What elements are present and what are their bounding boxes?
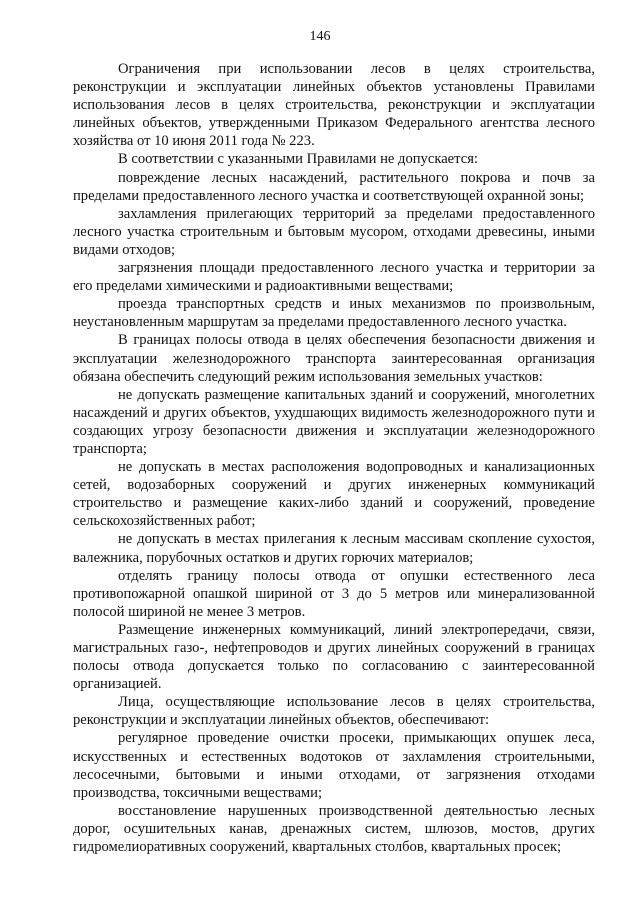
paragraph-regular-clearing: регулярное проведение очистки просеки, примыкающих опушек леса, искусственных и естественных водотоков от захламления строительными, лесосечными, бытовыми и иными отходами, от загрязнения отходами производства, токсичными веществами;: [73, 730, 595, 801]
paragraph-no-construction-near-networks: не допускать в местах расположения водопроводных и канализационных сетей, водозаборных сооружений и других инженерных коммуникаций строительство и размещение каких-либо зданий и сооружений, проведение сельскохозяйственных работ;: [73, 459, 595, 530]
paragraph-pollution: загрязнения площади предоставленного лесного участка и территории за его пределами химическими и радиоактивными веществами;: [73, 260, 595, 295]
paragraph-no-capital-buildings: не допускать размещение капитальных зданий и сооружений, многолетних насаждений и других объектов, ухудшающих видимость железнодорожного пути и создающих угрозу безопасности движения и эксплуатации железнодорожного транспорта;: [73, 386, 595, 457]
paragraph-restrictions-intro: Ограничения при использовании лесов в целях строительства, реконструкции и эксплуатации линейных объектов установлены Правилами использования лесов в целях строительства, реконструкции и эксплуатации линейных объектов, утвержденными Приказом Федерального агентства лесного хозяйства от 10 июня 2011 года № 223.: [73, 61, 595, 150]
paragraph-right-of-way-regime: В границах полосы отвода в целях обеспечения безопасности движения и эксплуатации железнодорожного транспорта заинтересованная организация обязана обеспечить следующий режим использования земельных участков:: [73, 332, 595, 385]
paragraph-damage-plantings: повреждение лесных насаждений, растительного покрова и почв за пределами предоставленного лесного участка и соответствующей охранной зоны;: [73, 169, 595, 204]
paragraph-no-combustible-accumulation: не допускать в местах прилегания к лесным массивам скопление сухостоя, валежника, порубочных остатков и других горючих материалов;: [73, 531, 595, 566]
document-body: [73, 60, 595, 856]
page-number: 146: [309, 29, 331, 44]
paragraph-persons-ensure: Лица, осуществляющие использование лесов в целях строительства, реконструкции и эксплуатации линейных объектов, обеспечивают:: [73, 694, 595, 729]
paragraph-rules-prohibit: В соответствии с указанными Правилами не допускается:: [118, 151, 478, 168]
paragraph-littering: захламления прилегающих территорий за пределами предоставленного лесного участка строительным и бытовым мусором, отходами древесины, иными видами отходов;: [73, 205, 595, 258]
paragraph-firebreak: отделять границу полосы отвода от опушки естественного леса противопожарной опашкой шириной от 3 до 5 метров или минерализованной полосой шириной не менее 3 метров.: [73, 567, 595, 620]
paragraph-vehicle-passage: проезда транспортных средств и иных механизмов по произвольным, неустановленным маршрутам за пределами предоставленного лесного участка.: [73, 296, 595, 331]
paragraph-restoration: восстановление нарушенных производственной деятельностью лесных дорог, осушительных канав, дренажных систем, шлюзов, мостов, других гидромелиоративных сооружений, квартальных столбов, квартальных просек;: [73, 802, 595, 856]
paragraph-utility-placement: Размещение инженерных коммуникаций, линий электропередачи, связи, магистральных газо-, нефтепроводов и других линейных сооружений в границах полосы отвода допускается только по согласованию с заинтересованной организацией.: [73, 621, 595, 693]
